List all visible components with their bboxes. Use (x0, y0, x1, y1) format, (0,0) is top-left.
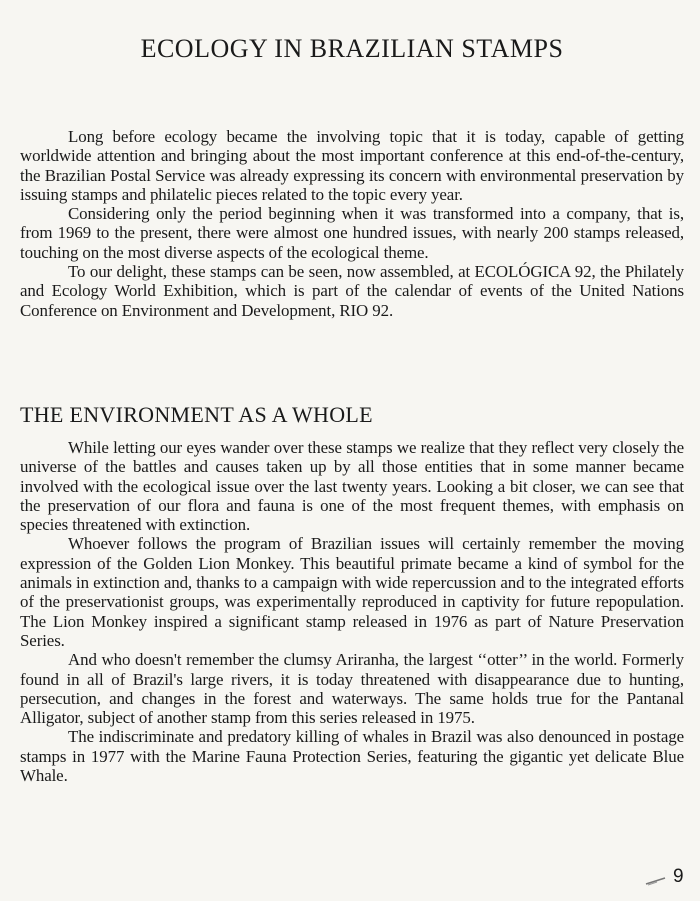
intro-paragraph: To our delight, these stamps can be seen, now assembled, at ECOLÓGICA 92, the Philately and Ecology World Exhibition, which is part of the calendar of events of the United Nations Conference on Environment and Development, RIO 92. (20, 262, 684, 320)
document-page (20, 0, 684, 901)
page-title: ECOLOGY IN BRAZILIAN STAMPS (140, 34, 564, 63)
intro-paragraph: Long before ecology became the involving topic that it is today, capable of getting worldwide attention and bringing about the most important conference at this end-of-the-century, the Brazilian Postal Service was already expressing its concern with environmental preservation by issuing stamps and philatelic pieces related to the topic every year. (20, 127, 684, 204)
environment-section (20, 438, 684, 785)
intro-section (20, 127, 684, 320)
environment-paragraph: While letting our eyes wander over these stamps we realize that they reflect very closely the universe of the battles and causes taken up by all those entities that in some manner became involved with the ecological issue over the last twenty years. Looking a bit closer, we can see that the preservation of our flora and fauna is one of the most frequent themes, with emphasis on species threatened with extinction. (20, 438, 684, 535)
pen-mark-icon (645, 876, 667, 886)
page-number: 9 (673, 866, 684, 887)
section-heading: THE ENVIRONMENT AS A WHOLE (20, 402, 373, 427)
environment-paragraph: And who doesn't remember the clumsy Ariranha, the largest ‘‘otter’’ in the world. Formerly found in all of Brazil's large rivers, it is today threatened with disappearance due to hunting, persecution, and changes in the forest and waterways. The same holds true for the Pantanal Alligator, subject of another stamp from this series released in 1975. (20, 650, 684, 728)
environment-paragraph: Whoever follows the program of Brazilian issues will certainly remember the moving expression of the Golden Lion Monkey. This beautiful primate became a kind of symbol for the animals in extinction and, thanks to a campaign with wide repercussion and to the integrated efforts of the preservationist groups, was experimentally reproduced in captivity for future repopulation. The Lion Monkey inspired a significant stamp released in 1976 as part of Nature Preservation Series. (20, 534, 684, 650)
environment-paragraph: The indiscriminate and predatory killing of whales in Brazil was also denounced in postage stamps in 1977 with the Marine Fauna Protection Series, featuring the gigantic yet delicate Blue Whale. (20, 727, 684, 786)
intro-paragraph: Considering only the period beginning when it was transformed into a company, that is, from 1969 to the present, there were almost one hundred issues, with nearly 200 stamps released, touching on the most diverse aspects of the ecological theme. (20, 204, 684, 262)
